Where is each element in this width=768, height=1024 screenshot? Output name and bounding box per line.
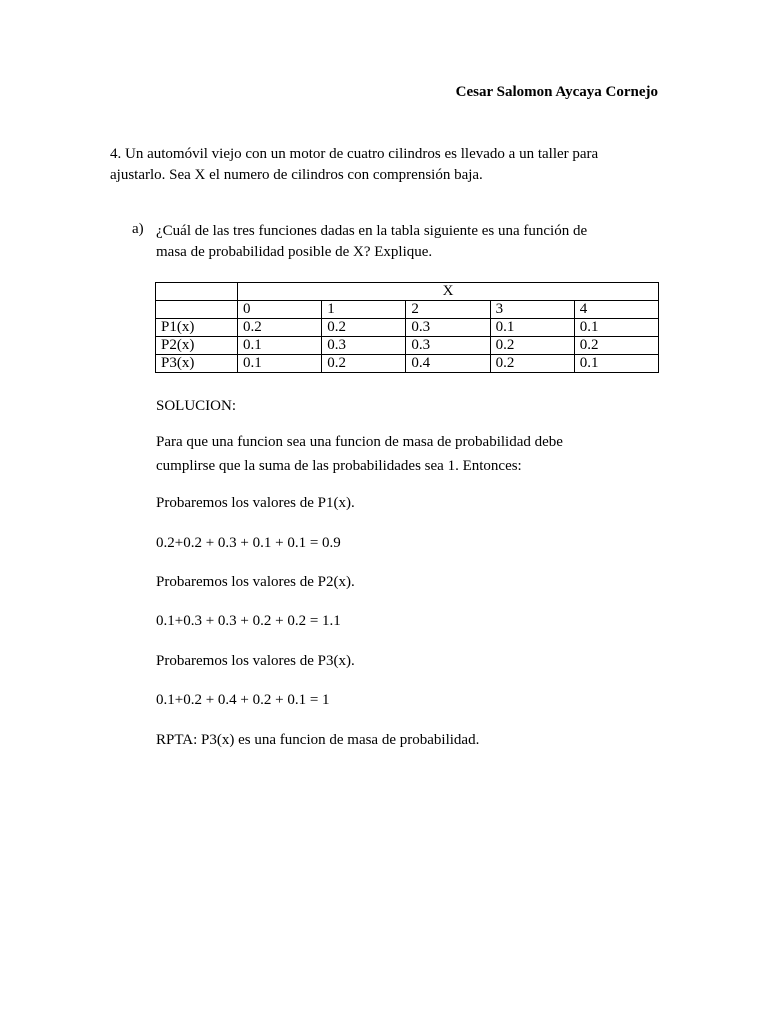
test-p3-text: Probaremos los valores de P3(x). [156, 653, 355, 669]
table-row [156, 319, 659, 337]
table-cell [156, 283, 238, 301]
table-cell: 0.1 [238, 355, 322, 373]
table-cell: 0.4 [406, 355, 490, 373]
test-p2-text: Probaremos los valores de P2(x). [156, 574, 355, 590]
table-row [156, 301, 659, 319]
x-value-cell: 4 [574, 301, 658, 319]
table-cell: 0.1 [574, 319, 658, 337]
table-cell: 0.2 [490, 355, 574, 373]
table-cell: 0.3 [406, 319, 490, 337]
table-row [156, 283, 659, 301]
part-a-question [156, 221, 656, 263]
sum-p1: 0.2+0.2 + 0.3 + 0.1 + 0.1 = 0.9 [156, 535, 341, 551]
question-line: masa de probabilidad posible de X? Explique. [156, 244, 433, 260]
table-row [156, 337, 659, 355]
x-value-cell: 0 [238, 301, 322, 319]
question-line: ¿Cuál de las tres funciones dadas en la tabla siguiente es una función de [156, 223, 588, 239]
table-cell: 0.2 [238, 319, 322, 337]
problem-line: ajustarlo. Sea X el numero de cilindros con comprensión baja. [110, 167, 483, 183]
problem-statement [110, 144, 658, 186]
test-p1-text: Probaremos los valores de P1(x). [156, 495, 355, 511]
table-cell: 0.1 [574, 355, 658, 373]
problem-line: 4. Un automóvil viejo con un motor de cuatro cilindros es llevado a un taller para [110, 146, 599, 162]
row-label-cell: P3(x) [156, 355, 238, 373]
table-cell [156, 301, 238, 319]
table-cell: 0.2 [322, 319, 406, 337]
table-cell: 0.2 [322, 355, 406, 373]
table-cell: 0.3 [406, 337, 490, 355]
table-cell: 0.2 [490, 337, 574, 355]
part-a-marker: a) [132, 221, 144, 237]
x-header: X [238, 283, 659, 301]
x-value-cell: 1 [322, 301, 406, 319]
row-label-cell: P2(x) [156, 337, 238, 355]
probability-table [155, 282, 659, 373]
answer-text: RPTA: P3(x) es una funcion de masa de probabilidad. [156, 732, 480, 748]
table-cell: 0.2 [574, 337, 658, 355]
row-label-cell: P1(x) [156, 319, 238, 337]
intro-line: cumplirse que la suma de las probabilidades sea 1. Entonces: [156, 458, 522, 474]
solution-intro [156, 430, 656, 478]
table-cell: 0.1 [490, 319, 574, 337]
x-value-cell: 2 [406, 301, 490, 319]
x-value-cell: 3 [490, 301, 574, 319]
solution-heading: SOLUCION: [156, 398, 237, 414]
table-cell: 0.1 [238, 337, 322, 355]
table-cell: 0.3 [322, 337, 406, 355]
author-name: Cesar Salomon Aycaya Cornejo [455, 84, 658, 100]
table-row [156, 355, 659, 373]
sum-p3: 0.1+0.2 + 0.4 + 0.2 + 0.1 = 1 [156, 692, 330, 708]
sum-p2: 0.1+0.3 + 0.3 + 0.2 + 0.2 = 1.1 [156, 613, 341, 629]
intro-line: Para que una funcion sea una funcion de masa de probabilidad debe [156, 434, 563, 450]
